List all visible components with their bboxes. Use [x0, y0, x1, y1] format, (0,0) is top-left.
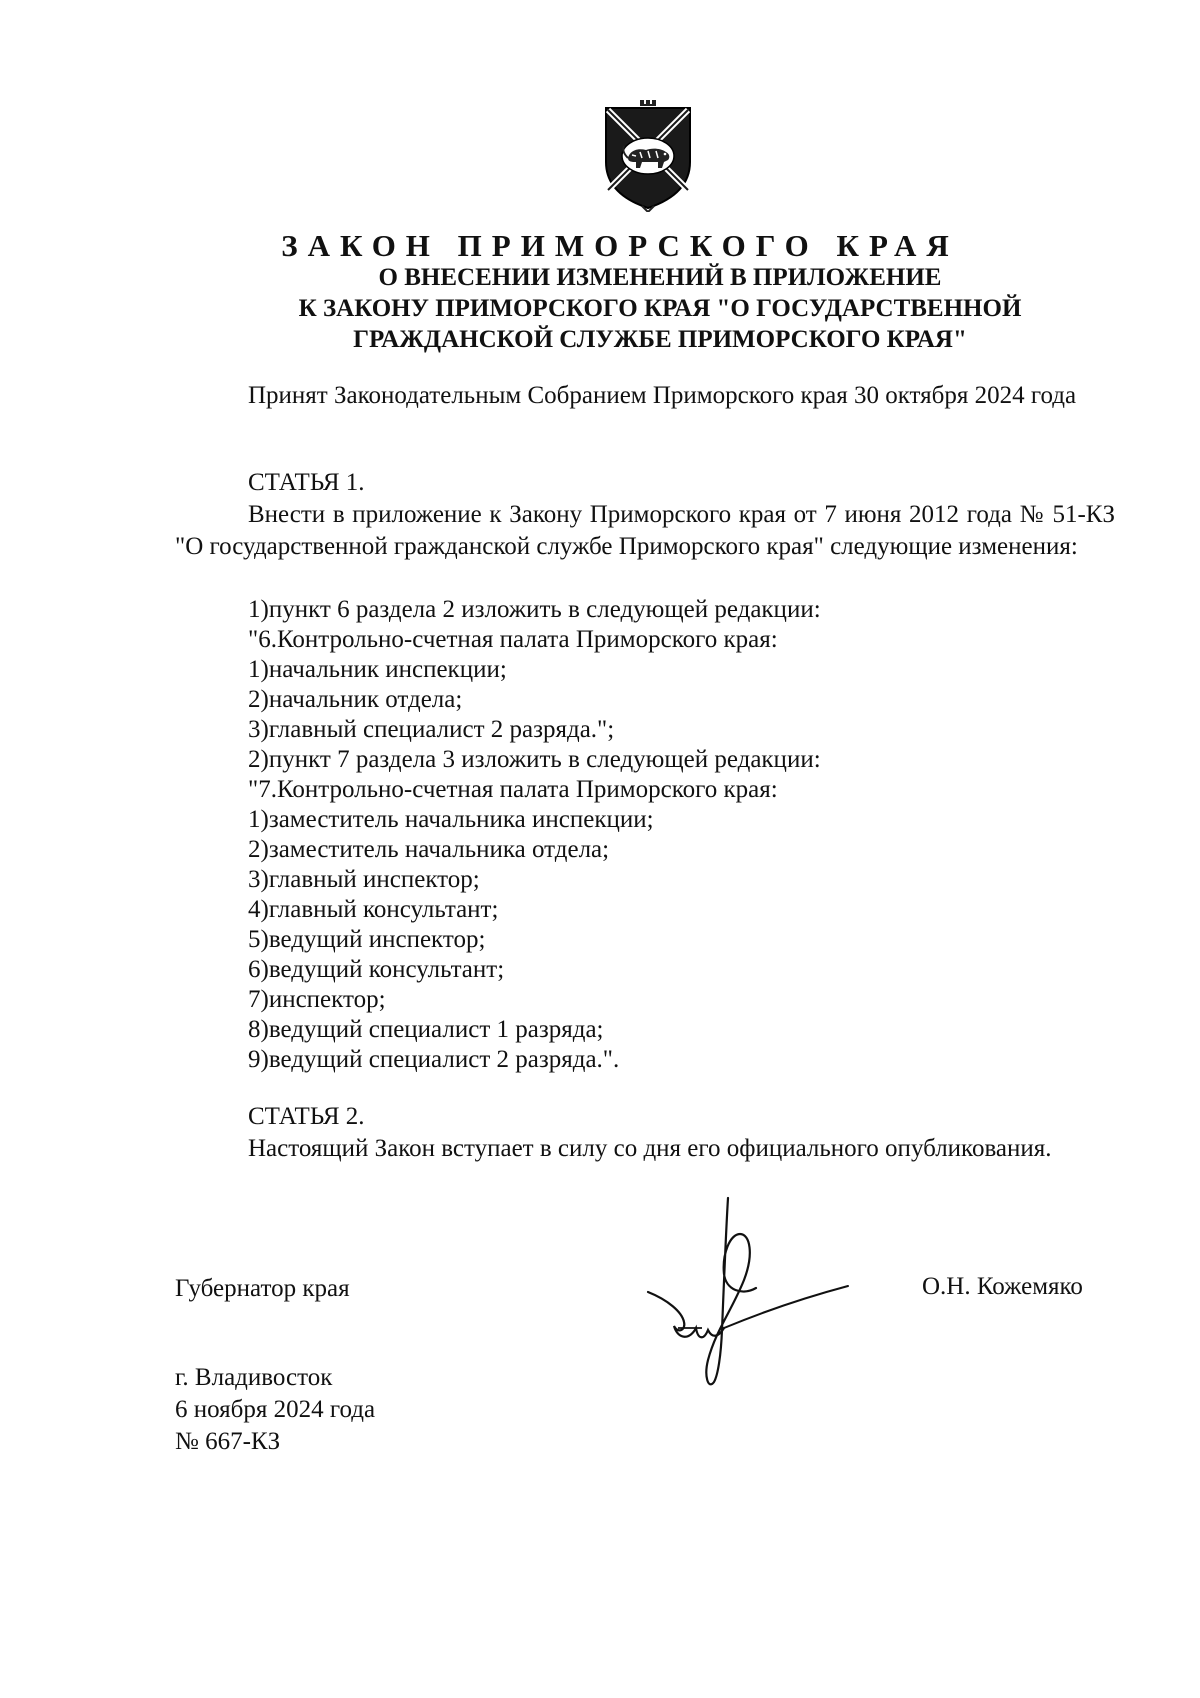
- position-item: 6)ведущий консультант;: [248, 956, 505, 983]
- law-subtitle: [160, 262, 1160, 355]
- position-item: 1)заместитель начальника инспекции;: [248, 806, 654, 833]
- adoption-statement: Принят Законодательным Собранием Приморского края 30 октября 2024 года: [248, 382, 1077, 409]
- position-item: 1)начальник инспекции;: [248, 656, 507, 683]
- position-item: 3)главный специалист 2 разряда.";: [248, 716, 615, 743]
- article-2-text: Настоящий Закон вступает в силу со дня его официального опубликования.: [248, 1135, 1052, 1162]
- amendment-line: 1)пункт 6 раздела 2 изложить в следующей редакции:: [248, 596, 821, 623]
- position-item: 2)заместитель начальника отдела;: [248, 836, 610, 863]
- article-1-intro: Внести в приложение к Закону Приморского края от 7 июня 2012 года № 51-КЗ "О государственной гражданской службе Приморского края" следующие изменения:: [175, 501, 1115, 560]
- subtitle-line: К ЗАКОНУ ПРИМОРСКОГО КРАЯ "О ГОСУДАРСТВЕННОЙ: [298, 295, 1022, 322]
- position-item: 5)ведущий инспектор;: [248, 926, 486, 953]
- position-item: 7)инспектор;: [248, 986, 386, 1013]
- position-item: 2)начальник отдела;: [248, 686, 463, 713]
- coat-of-arms-icon: [602, 100, 694, 212]
- amendment-line: "7.Контрольно-счетная палата Приморского края:: [248, 776, 778, 803]
- handwritten-signature: [638, 1190, 858, 1390]
- article-1-heading: СТАТЬЯ 1.: [248, 469, 365, 496]
- subtitle-line: ГРАЖДАНСКОЙ СЛУЖБЕ ПРИМОРСКОГО КРАЯ": [353, 326, 967, 353]
- subtitle-line: О ВНЕСЕНИИ ИЗМЕНЕНИЙ В ПРИЛОЖЕНИЕ: [378, 264, 942, 291]
- position-item: 3)главный инспектор;: [248, 866, 480, 893]
- signing-date: 6 ноября 2024 года: [175, 1396, 376, 1423]
- amendment-line: "6.Контрольно-счетная палата Приморского края:: [248, 626, 778, 653]
- law-number: № 667-КЗ: [175, 1428, 281, 1455]
- position-item: 9)ведущий специалист 2 разряда.".: [248, 1046, 620, 1073]
- signer-position: Губернатор края: [175, 1275, 350, 1302]
- position-item: 4)главный консультант;: [248, 896, 499, 923]
- article-2-heading: СТАТЬЯ 2.: [248, 1103, 365, 1130]
- amendment-line: 2)пункт 7 раздела 3 изложить в следующей редакции:: [248, 746, 821, 773]
- position-item: 8)ведущий специалист 1 разряда;: [248, 1016, 604, 1043]
- law-title: ЗАКОН ПРИМОРСКОГО КРАЯ: [281, 228, 959, 263]
- signing-city: г. Владивосток: [175, 1364, 333, 1391]
- signer-name: О.Н. Кожемяко: [922, 1273, 1083, 1300]
